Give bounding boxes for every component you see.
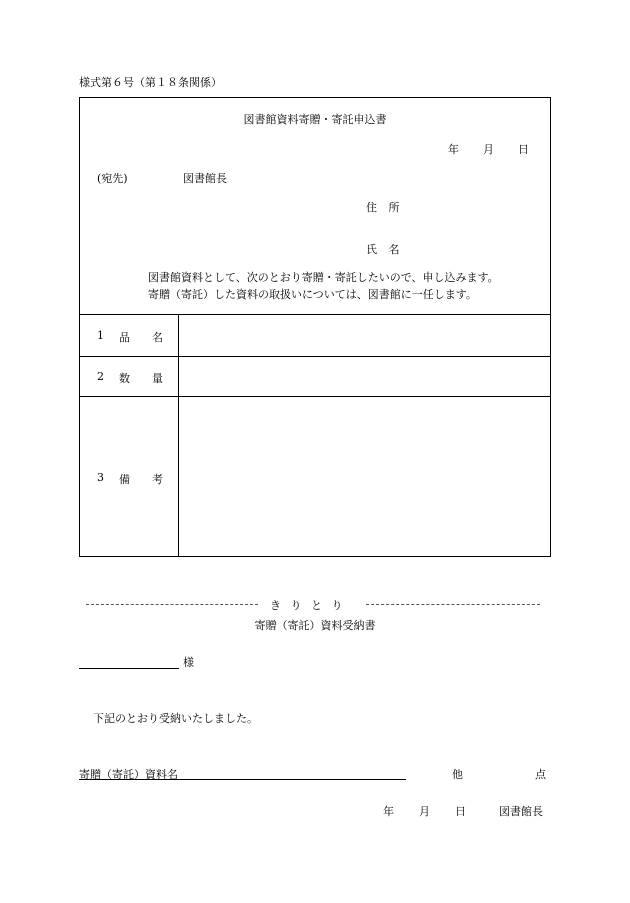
application-date-year: 年: [448, 143, 459, 156]
column-divider: [178, 314, 179, 557]
addressee: 図書館長: [183, 172, 227, 185]
statement-line-2: 寄贈（寄託）した資料の取扱いについては、図書館に一任します。: [148, 288, 477, 301]
address-label: 住 所: [366, 201, 400, 214]
row-label-char: 量: [152, 372, 163, 385]
item-underline: [79, 779, 406, 780]
row-divider: [79, 396, 551, 397]
receipt-title: 寄贈（寄託）資料受納書: [254, 619, 376, 632]
name-label: 氏 名: [366, 243, 400, 256]
application-title: 図書館資料寄贈・寄託申込書: [243, 113, 387, 126]
cut-line-right: [366, 604, 540, 605]
application-form-box: [79, 97, 551, 557]
addressee-label: (宛先): [97, 172, 128, 185]
points-label: 点: [535, 768, 546, 781]
issuer: 図書館長: [499, 805, 543, 818]
cut-line-left: [86, 604, 258, 605]
recipient-name-line: [79, 668, 179, 669]
cut-line-label: き り と り: [270, 599, 343, 612]
row-divider: [79, 356, 551, 357]
row-label-char: 備: [119, 473, 130, 486]
table-top-border: [79, 314, 551, 315]
row-number: 1: [97, 329, 104, 342]
row-label-char: 名: [152, 331, 163, 344]
receipt-statement: 下記のとおり受納いたしました。: [93, 712, 258, 725]
receipt-date-day: 日: [455, 805, 466, 818]
item-label: 寄贈（寄託）資料名: [79, 768, 178, 781]
statement-line-1: 図書館資料として、次のとおり寄贈・寄託したいので、申し込みます。: [148, 271, 499, 284]
form-number: 様式第６号（第１８条関係）: [79, 76, 222, 89]
other-label: 他: [452, 768, 463, 781]
row-label-char: 数: [119, 372, 130, 385]
receipt-date-month: 月: [419, 805, 430, 818]
receipt-date-year: 年: [383, 805, 394, 818]
row-label-char: 品: [119, 331, 130, 344]
row-label-char: 考: [152, 473, 163, 486]
row-number: 2: [97, 370, 104, 383]
honorific: 様: [183, 656, 194, 669]
row-number: 3: [97, 471, 104, 484]
application-date-day: 日: [518, 143, 529, 156]
application-date-month: 月: [483, 143, 494, 156]
